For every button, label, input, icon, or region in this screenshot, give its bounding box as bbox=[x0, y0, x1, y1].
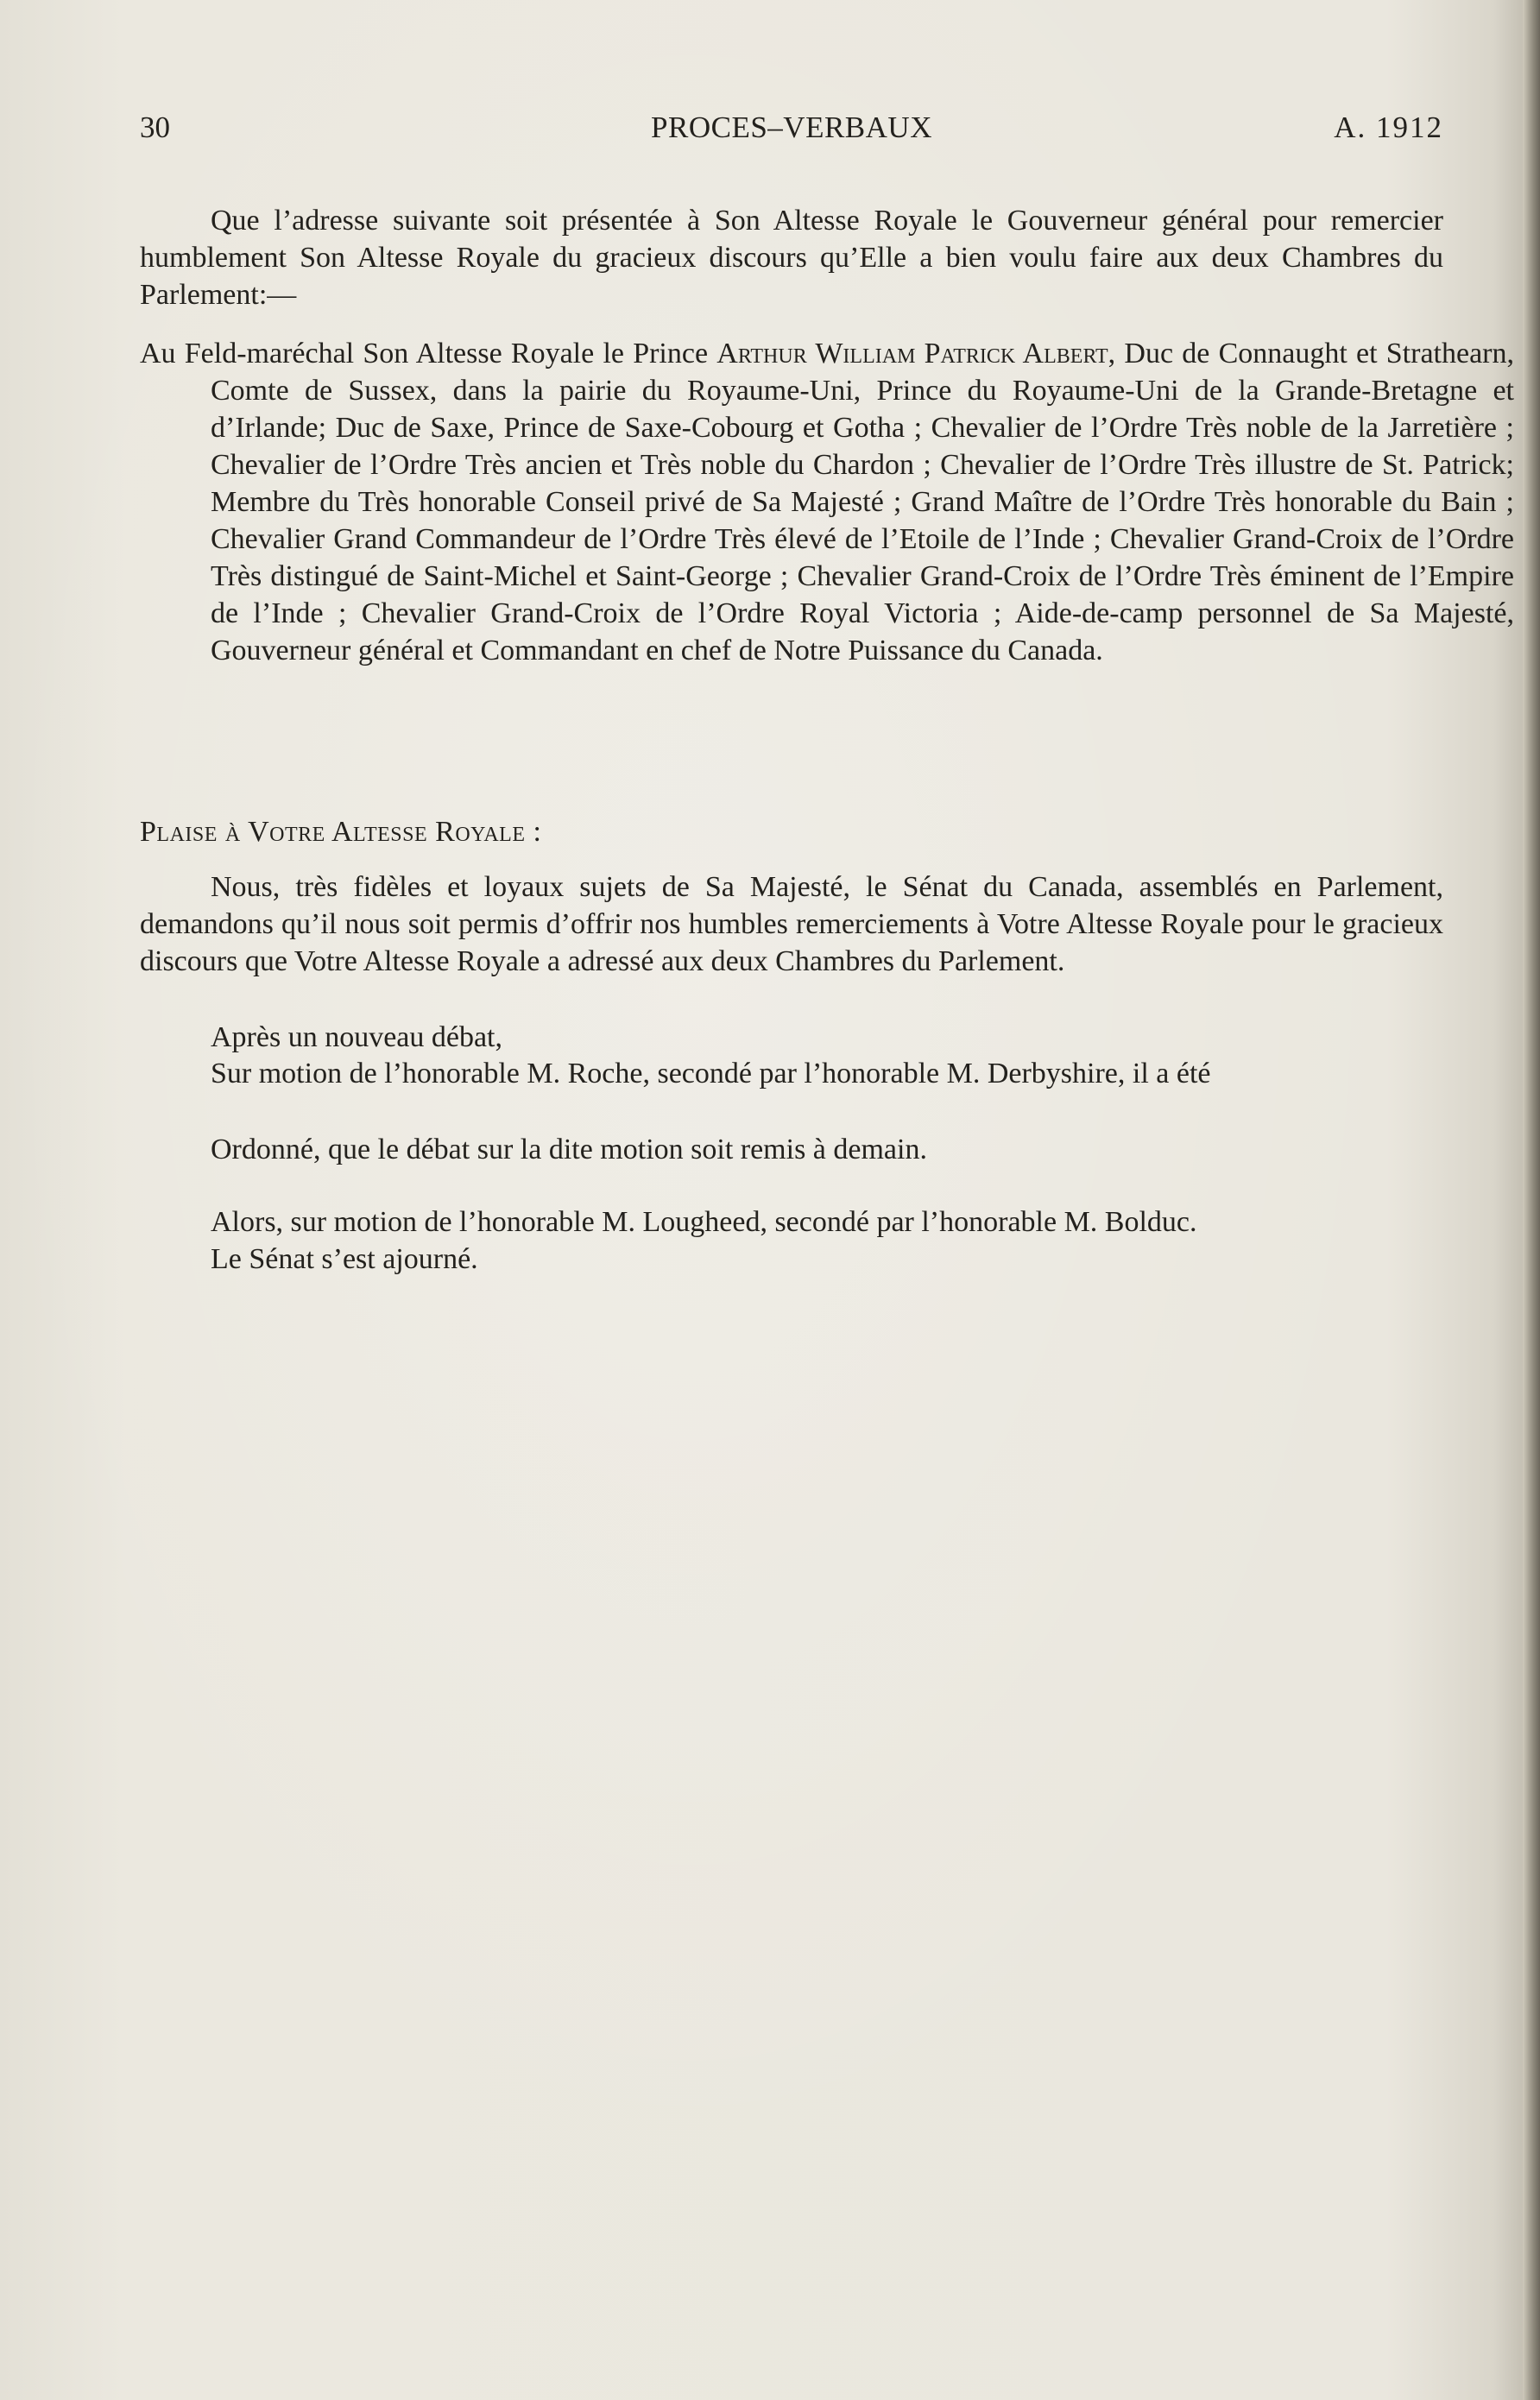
address-body-paragraph: Nous, très fidèles et loyaux sujets de Sa Majesté, le Sénat du Canada, assemblés en Parlement, demandons qu’il nous soit permis d’offrir nos humbles remerciements à Votre Altesse Royale pour le gracieux discours que Votre Altesse Royale a adressé aux deux Chambres du Parlement. bbox=[140, 871, 1443, 977]
adjournment-line: Le Sénat s’est ajourné. bbox=[211, 1243, 478, 1275]
salutation-heading: Plaise à Votre Altesse Royale : bbox=[140, 816, 542, 848]
page-number: 30 bbox=[140, 111, 170, 144]
debate-line: Après un nouveau débat, bbox=[211, 1021, 503, 1053]
address-paragraph bbox=[140, 335, 1514, 669]
resolution-paragraph: Que l’adresse suivante soit présentée à Son Altesse Royale le Gouverneur général pour remercier humblement Son Altesse Royale du gracieux discours qu’Elle a bien voulu faire aux deux Chambres du Parlement:— bbox=[140, 205, 1443, 311]
motion-paragraph: Sur motion de l’honorable M. Roche, secondé par l’honorable M. Derbyshire, il a été bbox=[211, 1058, 1211, 1089]
order-line: Ordonné, que le débat sur la dite motion soit remis à demain. bbox=[211, 1134, 927, 1165]
running-title: PROCES–VERBAUX bbox=[651, 111, 932, 144]
address-opening: Au Feld-maréchal Son Altesse Royale le Prince bbox=[140, 338, 717, 369]
address-titles: Duc de Connaught et Strathearn, Comte de Sussex, dans la pairie du Royaume-Uni, Prince du Royaume-Uni de la Grande-Bretagne et d’Irlande; Duc de Saxe, Prince de Saxe-Cobourg et Gotha ; Chevalier de l’Ordre Très noble de la Jarretière ; Chevalier de l’Ordre Très ancien et Très noble du Chardon ; Chevalier de l’Ordre Très illustre de St. Patrick; Membre du Très honorable Conseil privé de Sa Majesté ; Grand Maître de l’Ordre Très honorable du Bain ; Chevalier Grand Commandeur de l’Ordre Très élevé de l’Etoile de l’Inde ; Chevalier Grand-Croix de l’Ordre Très distingué de Saint-Michel et Saint-George ; Chevalier Grand-Croix de l’Ordre Très éminent de l’Empire de l’Inde ; Chevalier Grand-Croix de l’Ordre Royal Victoria ; Aide-de-camp personnel de Sa Majesté, Gouverneur général et Commandant en chef de Notre Puissance du Canada. bbox=[211, 338, 1514, 666]
running-head bbox=[140, 111, 1443, 145]
running-year: A. 1912 bbox=[1334, 111, 1443, 144]
page-edge-shadow bbox=[1523, 0, 1540, 2400]
adjournment-motion-line: Alors, sur motion de l’honorable M. Lougheed, secondé par l’honorable M. Bolduc. bbox=[211, 1206, 1197, 1238]
prince-name: Arthur William Patrick Albert, bbox=[716, 338, 1116, 369]
